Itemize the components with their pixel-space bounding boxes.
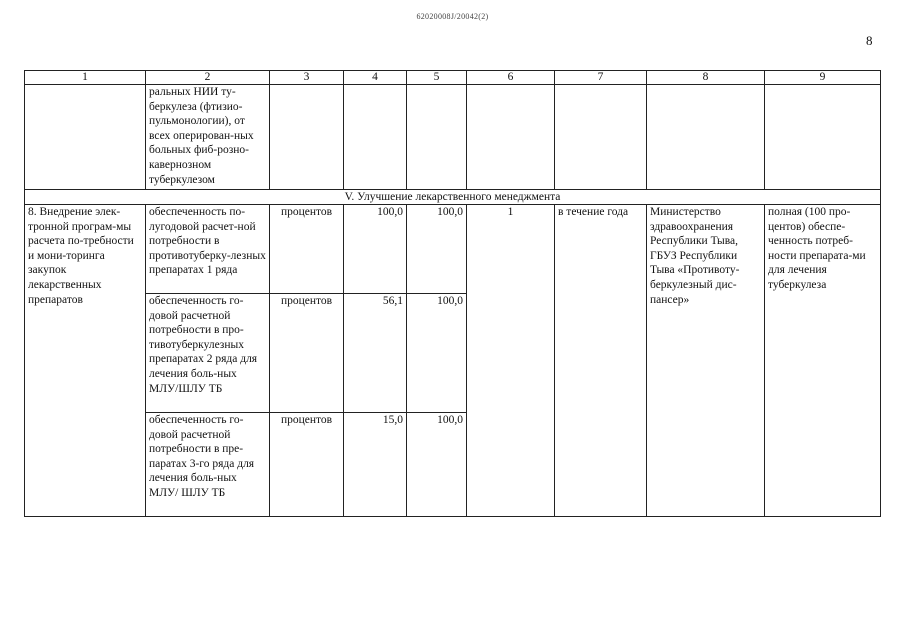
measure-col6: 1 [467,205,555,517]
measure-period: в течение года [555,205,647,517]
column-number: 9 [765,71,881,85]
indicator-base-value: 56,1 [344,294,407,413]
indicator-text: обеспеченность по-лугодовой расчет-ной потребности в противотуберку-лезных препаратах 1 ряда [146,205,270,294]
indicator-base-value: 100,0 [344,205,407,294]
table-cell [25,85,146,190]
indicator-target-value: 100,0 [407,205,467,294]
measure-responsible: Министерство здравоохранения Республики Тыва, ГБУЗ Республики Тыва «Противоту-беркулезный дис-пансер» [647,205,765,517]
measure-result: полная (100 про-центов) обеспе-ченность потреб-ности препарата-ми для лечения туберкулеза [765,205,881,517]
table-cell [407,85,467,190]
page-number: 8 [866,33,873,48]
indicator-target-value: 100,0 [407,413,467,517]
table-cell [555,85,647,190]
continuation-row [25,85,881,190]
column-number: 2 [146,71,270,85]
section-row [25,190,881,205]
table-cell [270,85,344,190]
indicator-unit: процентов [270,294,344,413]
program-table [24,70,881,517]
table-cell [344,85,407,190]
table-cell [467,85,555,190]
section-title: V. Улучшение лекарственного менеджмента [25,190,881,205]
column-number: 4 [344,71,407,85]
column-number: 7 [555,71,647,85]
continuation-text: ральных НИИ ту-беркулеза (фтизио-пульмонологии), от всех оперирован-ных больных фиб-розно-кавернозном туберкулезом [146,85,270,190]
column-number: 6 [467,71,555,85]
table-cell [647,85,765,190]
column-number: 5 [407,71,467,85]
indicator-row [25,205,881,294]
measure-name: 8. Внедрение элек-тронной програм-мы расчета по-требности и мони-торинга закупок лекарственных препаратов [25,205,146,517]
document-id: 62020008J/20042(2) [416,12,489,21]
column-number: 1 [25,71,146,85]
column-number: 8 [647,71,765,85]
column-number: 3 [270,71,344,85]
indicator-text: обеспеченность го-довой расчетной потребности в пре-паратах 3-го ряда для лечения боль-ных МЛУ/ ШЛУ ТБ [146,413,270,517]
indicator-unit: процентов [270,413,344,517]
table-cell [765,85,881,190]
indicator-base-value: 15,0 [344,413,407,517]
indicator-text: обеспеченность го-довой расчетной потребности в про-тивотуберкулезных препаратах 2 ряда для лечения боль-ных МЛУ/ШЛУ ТБ [146,294,270,413]
column-numbers-row [25,71,881,85]
indicator-target-value: 100,0 [407,294,467,413]
indicator-unit: процентов [270,205,344,294]
